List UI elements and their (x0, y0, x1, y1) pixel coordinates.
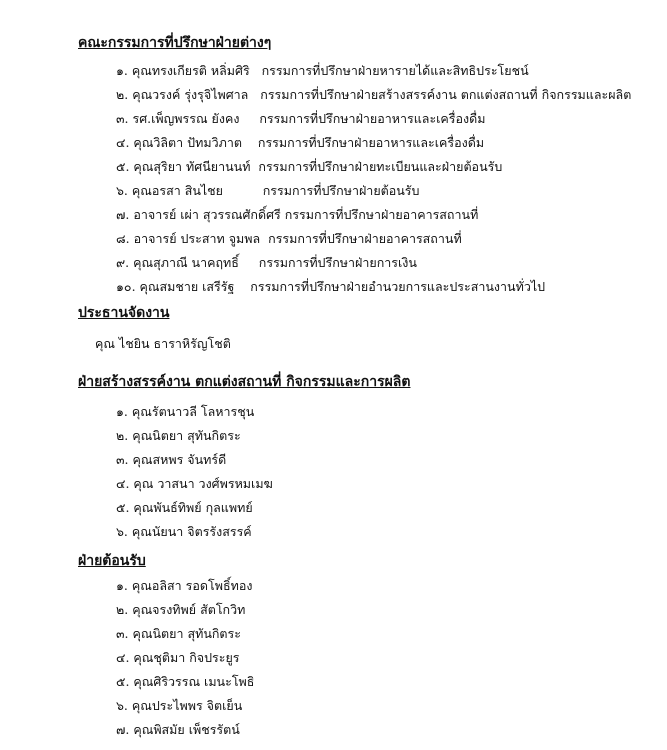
list-item (116, 578, 252, 594)
list-item (116, 722, 240, 738)
committee-heading: คณะกรรมการที่ปรึกษาฝ่ายต่างๆ (78, 35, 272, 51)
item-role: กรรมการที่ปรึกษาฝ่ายหารายได้และสิทธิประโยชน์ (261, 63, 529, 78)
list-item (116, 476, 273, 492)
list-item (116, 500, 253, 516)
list-item (116, 524, 252, 540)
item-name: คุณนัยนา จิตรรังสรรค์ (131, 524, 252, 539)
item-number: ๙. (116, 255, 130, 270)
item-name: คุณสหพร จันทร์ดี (132, 452, 227, 467)
item-role: กรรมการที่ปรึกษาฝ่ายอำนวยการและประสานงานทั่วไป (250, 279, 546, 294)
item-number: ๕. (116, 500, 130, 515)
item-name: คุณรัตนาวลี โลหารชุน (131, 404, 255, 419)
item-name: คุณ วาสนา วงศ์พรหมเมฆ (133, 476, 273, 491)
list-item (116, 602, 245, 618)
chair-name: คุณ ไชยิน ธาราหิรัญโชติ (95, 336, 231, 351)
creative-heading: ฝ่ายสร้างสรรค์งาน ตกแต่งสถานที่ กิจกรรมและการผลิต (78, 374, 411, 390)
list-item (116, 404, 254, 420)
item-name: คุณสุภาณี นาคฤทธิ์ (133, 255, 239, 270)
list-item (116, 159, 502, 175)
item-number: ๒. (116, 428, 129, 443)
list-item (116, 279, 545, 295)
item-number: ๔. (116, 650, 130, 665)
item-number: ๓. (116, 452, 129, 467)
item-number: ๒. (116, 602, 129, 617)
list-item (116, 650, 240, 666)
item-name: คุณพันธ์ทิพย์ กุลแพทย์ (133, 500, 253, 515)
list-item (116, 135, 484, 151)
item-name: คุณนิตยา สุทันกิตระ (132, 626, 241, 641)
item-name: คุณอลิสา รอดโพธิ์ทอง (131, 578, 253, 593)
item-number: ๖. (116, 524, 128, 539)
item-number: ๒. (116, 87, 129, 102)
item-number: ๑. (116, 63, 128, 78)
item-name: คุณวิลิตา ปัทมวิภาต (133, 135, 242, 150)
item-name: คุณศิริวรรณ เมนะโพธิ (133, 674, 255, 689)
item-number: ๑. (116, 578, 128, 593)
item-name: คุณจรงทิพย์ สัตโกวิท (132, 602, 246, 617)
list-item (116, 111, 485, 127)
item-number: ๑๐. (116, 279, 136, 294)
list-item (116, 698, 242, 714)
item-role: กรรมการที่ปรึกษาฝ่ายอาหารและเครื่องดื่ม (257, 135, 485, 150)
list-item (116, 231, 462, 247)
item-name: คุณนิตยา สุทันกิตระ (132, 428, 241, 443)
list-item (116, 452, 226, 468)
item-number: ๖. (116, 698, 128, 713)
item-number: ๗. (116, 722, 130, 737)
list-item (116, 63, 529, 79)
item-number: ๓. (116, 626, 129, 641)
item-number: ๕. (116, 674, 130, 689)
item-number: ๘. (116, 231, 130, 246)
item-number: ๔. (116, 476, 130, 491)
chair-heading: ประธานจัดงาน (78, 305, 170, 321)
item-number: ๖. (116, 183, 128, 198)
item-name: คุณสุริยา ทัศนียานนท์ (133, 159, 251, 174)
item-role: กรรมการที่ปรึกษาฝ่ายอาหารและเครื่องดื่ม (259, 111, 486, 126)
list-item (116, 626, 241, 642)
item-number: ๔. (116, 135, 130, 150)
item-role: กรรมการที่ปรึกษาฝ่ายทะเบียนและฝ่ายต้อนรับ (258, 159, 503, 174)
item-number: ๓. (116, 111, 129, 126)
reception-heading: ฝ่ายต้อนรับ (78, 553, 146, 569)
item-role: กรรมการที่ปรึกษาฝ่ายสร้างสรรค์งาน ตกแต่งสถานที่ กิจกรรมและผลิต (260, 87, 632, 102)
item-number: ๑. (116, 404, 128, 419)
list-item (116, 255, 417, 271)
list-item (116, 207, 478, 223)
item-number: ๕. (116, 159, 130, 174)
item-name: คุณอรสา สินไชย (131, 183, 223, 198)
item-number: ๗. (116, 207, 130, 222)
item-role: กรรมการที่ปรึกษาฝ่ายต้อนรับ (262, 183, 420, 198)
list-item (116, 674, 254, 690)
item-name: อาจารย์ เผ่า สุวรรณศักดิ์ศรี (133, 207, 281, 222)
item-name: คุณชุติมา กิจประยูร (133, 650, 240, 665)
item-name: คุณพิสมัย เพ็ชรรัตน์ (133, 722, 240, 737)
list-item (116, 428, 241, 444)
item-name: รศ.เพ็ญพรรณ ยังคง (132, 111, 240, 126)
item-name: คุณสมชาย เสรีรัฐ (139, 279, 235, 294)
item-role: กรรมการที่ปรึกษาฝ่ายการเงิน (258, 255, 417, 270)
item-name: คุณทรงเกียรติ หลิ่มศิริ (131, 63, 250, 78)
item-name: คุณประไพพร จิตเย็น (131, 698, 243, 713)
item-name: คุณวรงค์ รุ่งรุจิไพศาล (132, 87, 249, 102)
list-item (116, 87, 631, 103)
list-item (116, 183, 419, 199)
item-name: อาจารย์ ประสาท จูมพล (133, 231, 261, 246)
item-role: กรรมการที่ปรึกษาฝ่ายอาคารสถานที่ (268, 231, 462, 246)
item-role: กรรมการที่ปรึกษาฝ่ายอาคารสถานที่ (284, 207, 479, 222)
